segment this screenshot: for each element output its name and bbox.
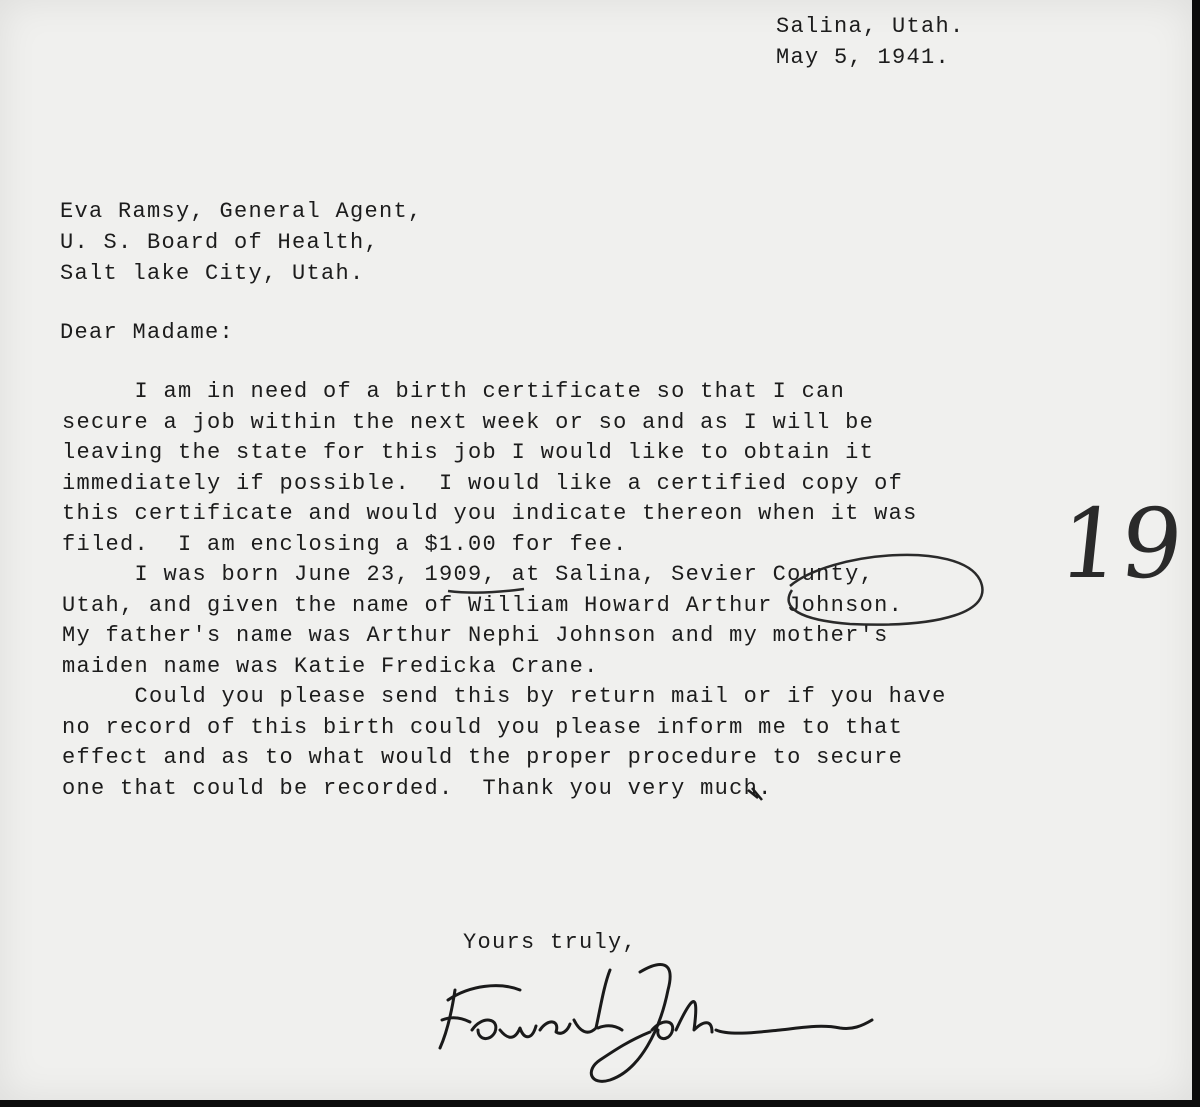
recipient-line: Salt lake City, Utah. xyxy=(60,261,365,286)
body-line: one that could be recorded. Thank you very much. xyxy=(62,775,773,801)
closing: Yours truly, xyxy=(463,930,638,955)
body-line: effect and as to what would the proper procedure to secure xyxy=(62,745,904,770)
place-line: Salina, Utah. xyxy=(776,14,965,39)
body-line: Could you please send this by return mail or if you have xyxy=(62,684,947,709)
body-line: I was born June 23, 1909, at Salina, Sevier County, xyxy=(62,562,875,587)
margin-note: 19 xyxy=(1054,488,1189,600)
recipient-line: U. S. Board of Health, xyxy=(60,230,380,255)
letter-body xyxy=(62,377,947,804)
salutation: Dear Madame: xyxy=(60,320,235,345)
body-line: this certificate and would you indicate thereon when it was xyxy=(62,501,918,526)
body-line: filed. I am enclosing a $1.00 for fee. xyxy=(62,531,628,557)
recipient-address xyxy=(60,196,423,289)
signature-scrawl xyxy=(440,965,872,1082)
body-line: My father's name was Arthur Nephi Johnson and my mother's xyxy=(62,623,889,648)
body-line: maiden name was Katie Fredicka Crane. xyxy=(62,653,599,679)
body-line: Utah, and given the name of William Howard Arthur Johnson. xyxy=(62,592,904,618)
body-line: I am in need of a birth certificate so that I can xyxy=(62,379,846,404)
body-line: secure a job within the next week or so and as I will be xyxy=(62,409,875,435)
body-line: leaving the state for this job I would like to obtain it xyxy=(62,440,875,465)
letter-heading xyxy=(776,12,965,73)
date-line: May 5, 1941. xyxy=(776,44,951,70)
recipient-line: Eva Ramsy, General Agent, xyxy=(60,199,423,224)
body-line: immediately if possible. I would like a certified copy of xyxy=(62,470,904,496)
body-line: no record of this birth could you please inform me to that xyxy=(62,714,904,740)
